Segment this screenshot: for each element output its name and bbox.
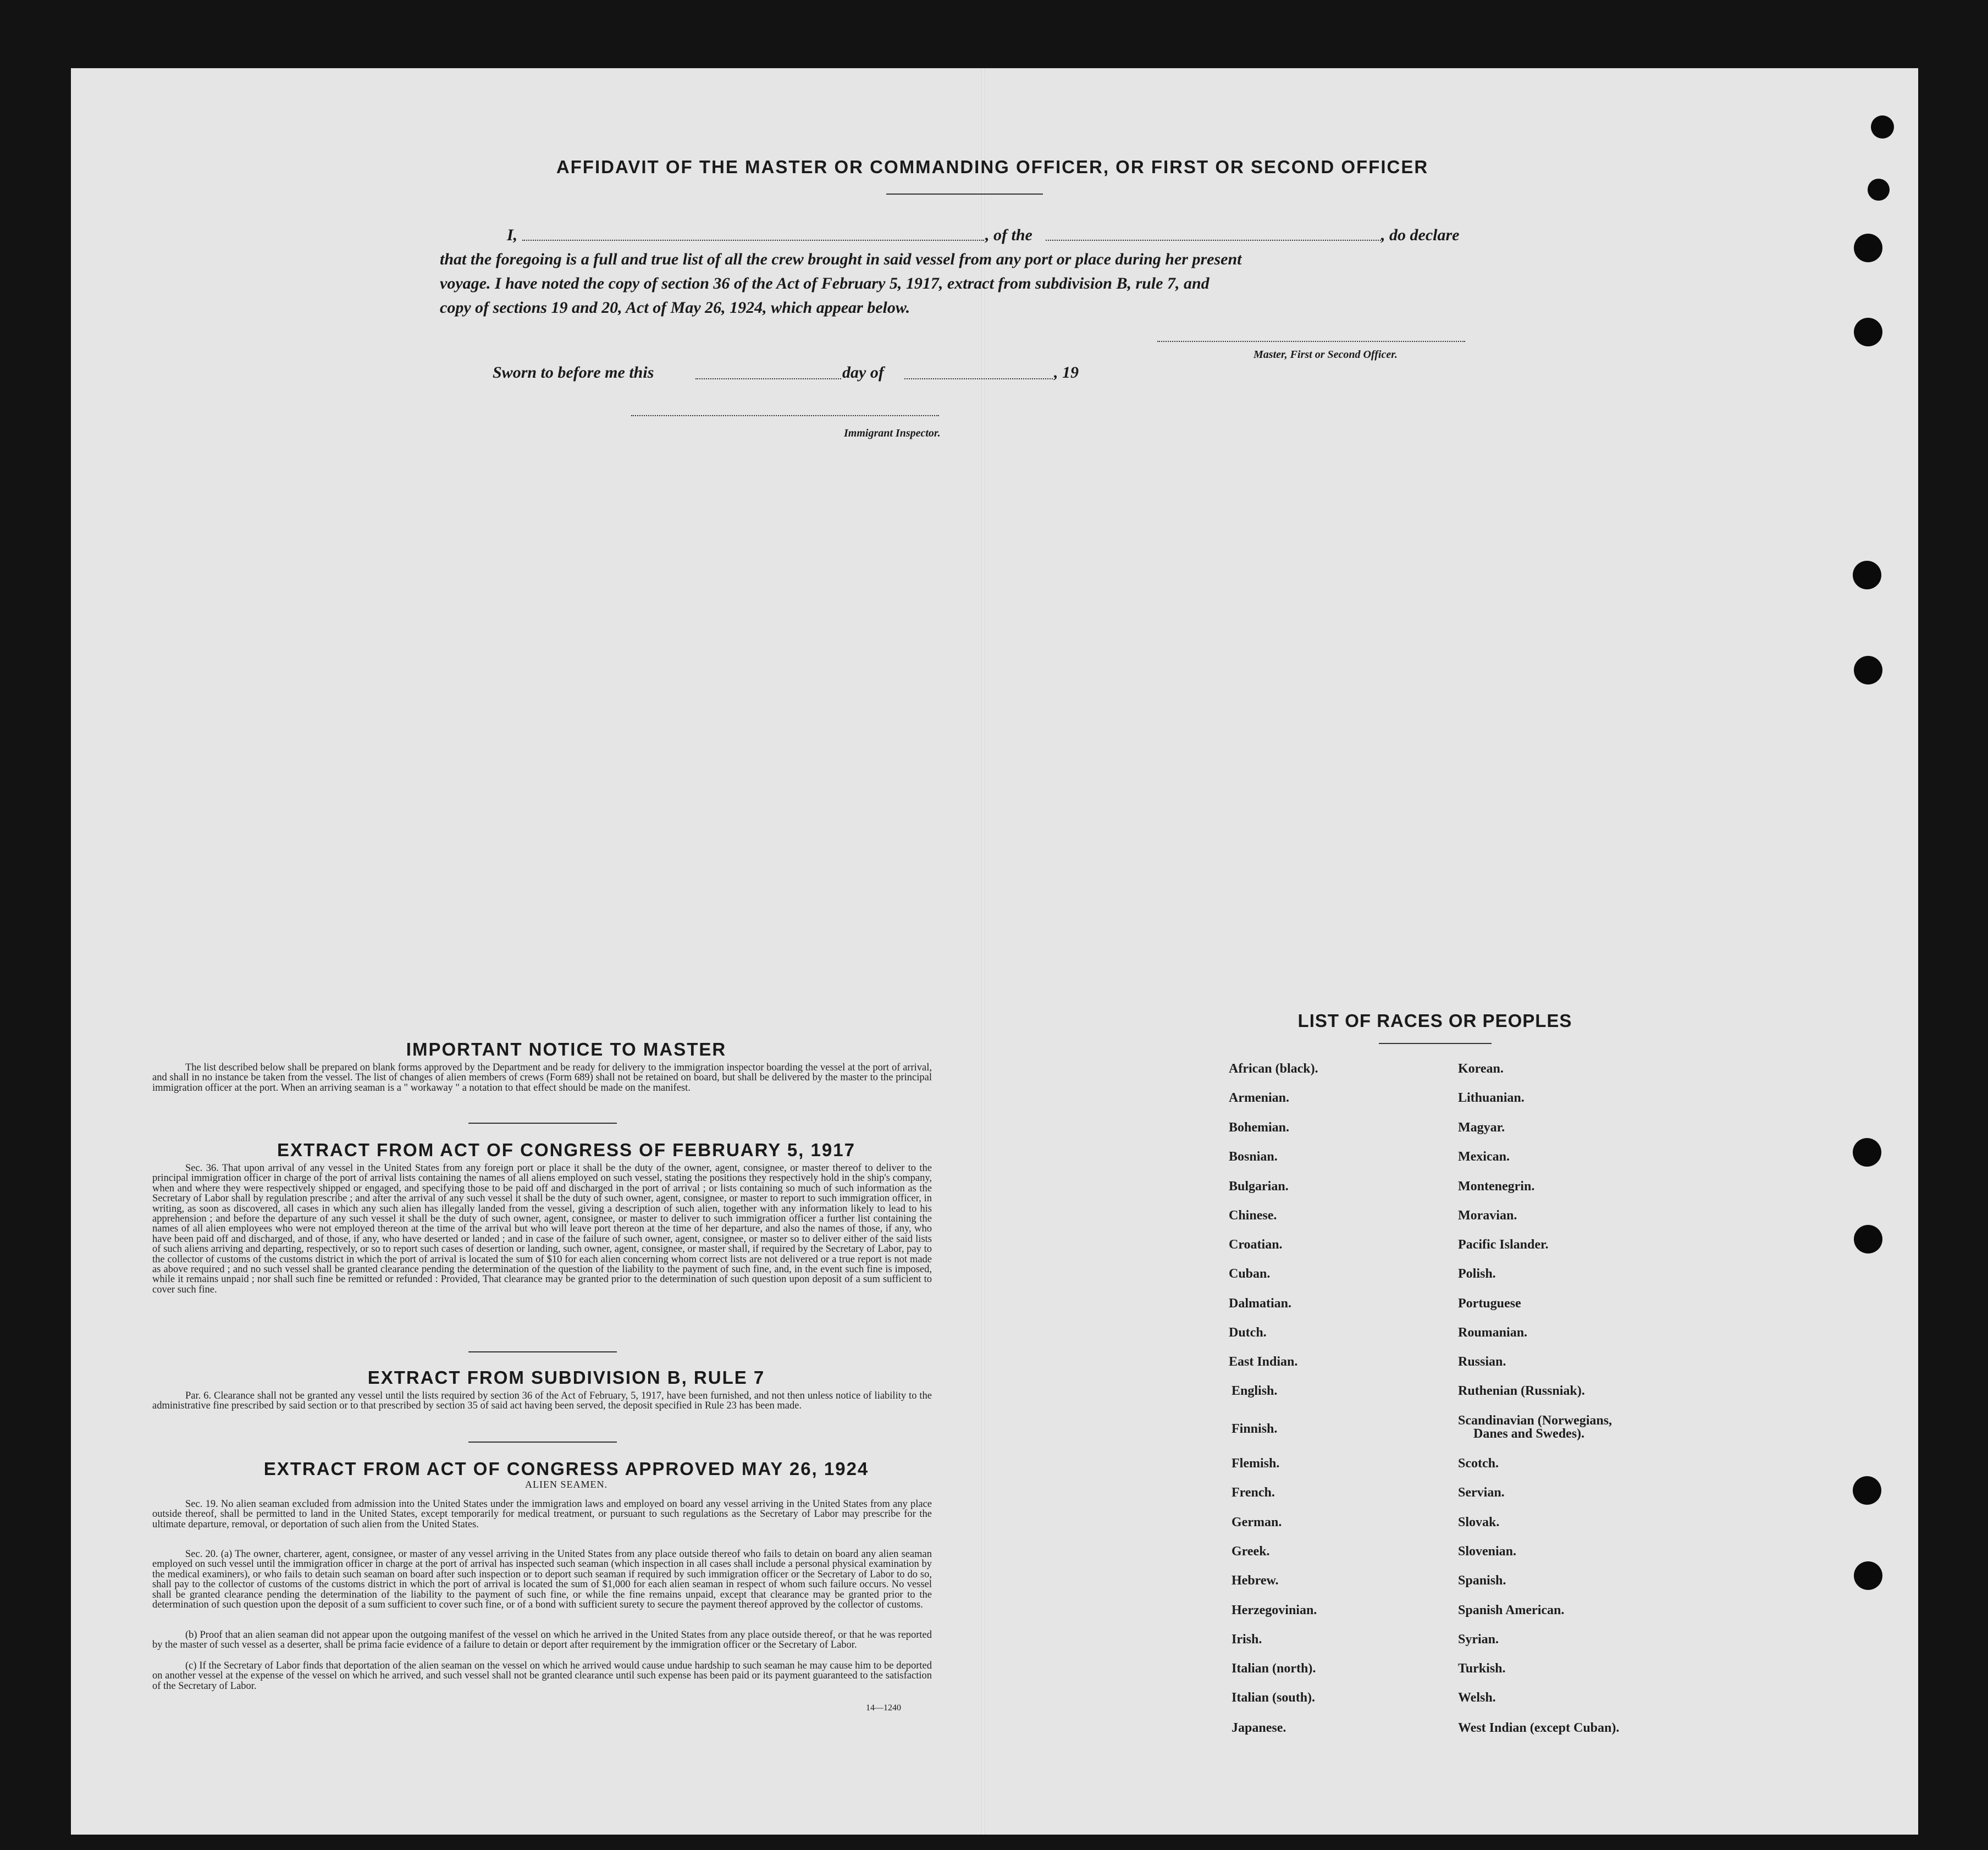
race-item: Scandinavian (Norwegians, [1458, 1413, 1613, 1428]
extract-1924-subtitle: ALIEN SEAMEN. [525, 1479, 608, 1490]
race-item: West Indian (except Cuban). [1458, 1721, 1620, 1735]
race-item: Bulgarian. [1229, 1179, 1289, 1194]
extract-1917-body: Sec. 36. That upon arrival of any vessel in the United States from any foreign port or place it shall be the duty of the owner, agent, consignee, or master thereof to deliver to the principal immigration officer in charge of the port of arrival lists containing the names of all aliens employed on such vessel, stating the positions they respectively hold in the ship's company, when and where they were respectively shipped or engaged, and specifying those to be paid off and discharged in the port of arrival ; or lists containing so much of such information as the Secretary of Labor shall by regulation prescribe ; and after the arrival of any such vessel it shall be the duty of such owner, agent, consignee, or master to report to such immigration officer, in writing, as soon as discovered, all cases in which any such alien has illegally landed from the vessel, giving a description of such alien, together with any information likely to lead to his apprehension ; and before the departure of any such vessel it shall be the duty of such owner, agent, consignee, or master to deliver to such immigration officer a further list containing the names of all alien employees who were not employed thereon at the time of the arrival but who will leave port thereon at the time of her departure, and also the names of those, if any, who have been paid off and discharged, and of those, if any, who have deserted or landed ; and in case of the failure of such owner, agent, consignee, or master so to deliver either of the said lists of such aliens arriving and departing, respectively, or so to report such cases of desertion or landing, such owner, agent, consignee, or master shall, if required by the Secretary of Labor, pay to the collector of customs of the customs district in which the port of arrival is located the sum of $10 for each alien concerning whom correct lists are not delivered or a true report is not made as above required ; and no such vessel shall be granted clearance pending the determination of the question of the liability to the payment of such fine, and, in the event such fine is imposed, while it remains unpaid ; nor shall such fine be remitted or refunded : Provided, That clearance may be granted prior to the determination of such question upon deposit of a sum sufficient to cover such fine. [152, 1163, 932, 1295]
race-item: Servian. [1458, 1485, 1505, 1500]
race-item: Irish. [1232, 1632, 1262, 1647]
race-item: Syrian. [1458, 1632, 1499, 1647]
punch-hole [1871, 115, 1894, 139]
name-blank [522, 240, 984, 241]
race-item: Flemish. [1232, 1456, 1280, 1471]
race-item: Welsh. [1458, 1691, 1496, 1705]
affidavit-declare: , do declare [1381, 226, 1460, 244]
race-item: Dutch. [1229, 1326, 1267, 1340]
race-item: Spanish. [1458, 1573, 1506, 1588]
race-item: Bohemian. [1229, 1120, 1290, 1135]
extract-1924-title: EXTRACT FROM ACT OF CONGRESS APPROVED MAY 26, 1924 [263, 1459, 869, 1479]
affidavit-of-the: , of the [985, 226, 1032, 244]
race-item: Greek. [1232, 1544, 1270, 1559]
extract-1917-title: EXTRACT FROM ACT OF CONGRESS OF FEBRUARY 5, 1917 [277, 1140, 855, 1160]
race-item: English. [1232, 1384, 1278, 1398]
race-item: Polish. [1458, 1267, 1496, 1281]
divider [468, 1123, 617, 1124]
race-item: Mexican. [1458, 1150, 1510, 1164]
race-item: Herzegovinian. [1232, 1603, 1317, 1617]
race-item: Finnish. [1232, 1422, 1278, 1436]
race-item: Danes and Swedes). [1473, 1427, 1585, 1441]
extract-1924-sec20a: Sec. 20. (a) The owner, charterer, agent, consignee, or master of any vessel arriving in the United States from any place outside thereof who fails to detain on board any alien seaman employed on such vessel until the immigration officer in charge at the port of arrival has inspected such seaman (which inspection in all cases shall include a personal physical examination by the medical examiners), or who fails to detain such seaman on board after such inspection or to deport such seaman if required by such immigration officer or the Secretary of Labor to do so, shall pay to the collector of customs of the customs district in which the port of arrival is located the sum of $1,000 for each alien seaman in respect of whom such failure occurs. No vessel shall be granted clearance pending the determination of the liability to the payment of such fine, or while the fine remains unpaid, except that clearance may be granted prior to the determination of such question upon the deposit of a sum sufficient to cover such fine, or of a bond with sufficient surety to secure the payment thereof approved by the collector of customs. [152, 1549, 932, 1611]
race-item: German. [1232, 1515, 1282, 1529]
race-item: Spanish American. [1458, 1603, 1565, 1617]
subdivision-title: EXTRACT FROM SUBDIVISION B, RULE 7 [367, 1367, 765, 1388]
race-item: Korean. [1458, 1062, 1504, 1076]
master-caption: Master, First or Second Officer. [1253, 349, 1398, 361]
extract-1924-sec20b: (b) Proof that an alien seaman did not appear upon the outgoing manifest of the vessel on which he arrived in the United States from any place outside thereof, or that he was reported by the master of such vessel as a deserter, shall be prima facie evidence of a failure to detain or deport after requirement by the immigration officer or the Secretary of Labor. [152, 1630, 932, 1651]
race-item: Japanese. [1232, 1721, 1286, 1735]
extract-1924-sec19: Sec. 19. No alien seaman excluded from admission into the United States under the immigration laws and employed on board any vessel arriving in the United States from any place outside thereof, shall be permitted to land in the United States, except temporarily for medical treatment, or pursuant to such regulations as the Secretary of Labor may prescribe for the ultimate departure, removal, or deportation of such alien from the United States. [152, 1499, 932, 1530]
race-item: African (black). [1229, 1062, 1318, 1076]
master-signature-line [1157, 341, 1465, 342]
divider [468, 1351, 617, 1352]
race-item: French. [1232, 1485, 1275, 1500]
race-item: Croatian. [1229, 1238, 1283, 1252]
day-of-label: day of [842, 363, 884, 382]
notice-body: The list described below shall be prepared on blank forms approved by the Department and be ready for delivery to the immigration inspector boarding the vessel at the port of arrival, and shall in no instance be taken from the vessel. The list of changes of alien members of crews (Form 689) shall not be retained on board, but shall be delivered by the master to the principal immigration officer at the port. When an arriving seaman is a " workaway " a notation to that effect should be made on the manifest. [152, 1062, 932, 1094]
punch-hole [1854, 1225, 1882, 1253]
race-item: Bosnian. [1229, 1150, 1278, 1164]
race-item: Pacific Islander. [1458, 1238, 1549, 1252]
race-item: Italian (south). [1232, 1691, 1316, 1705]
inspector-caption: Immigrant Inspector. [844, 427, 941, 439]
sworn-label: Sworn to before me this [493, 363, 654, 382]
race-item: Armenian. [1229, 1091, 1289, 1105]
race-item: Russian. [1458, 1355, 1506, 1369]
inspector-signature-line [631, 415, 939, 416]
punch-hole [1853, 561, 1881, 589]
race-item: Italian (north). [1232, 1661, 1316, 1676]
race-item: Magyar. [1458, 1120, 1505, 1135]
affidavit-line4: copy of sections 19 and 20, Act of May 26, 1924, which appear below. [440, 299, 910, 317]
race-item: Roumanian. [1458, 1326, 1528, 1340]
subdivision-body: Par. 6. Clearance shall not be granted any vessel until the lists required by section 36 of the Act of February, 5, 1917, have been furnished, and not then unless notice of liability to the administrative fine prescribed by said section or to that prescribed by section 35 of said act having been served, the deposit specified in Rule 23 has been made. [152, 1390, 932, 1412]
race-item: East Indian. [1229, 1355, 1298, 1369]
race-item: Scotch. [1458, 1456, 1499, 1471]
race-item: Ruthenian (Russniak). [1458, 1384, 1585, 1398]
divider [468, 1442, 617, 1443]
punch-hole [1853, 1476, 1881, 1505]
race-item: Lithuanian. [1458, 1091, 1525, 1105]
races-title: LIST OF RACES OR PEOPLES [1297, 1010, 1572, 1031]
race-item: Slovenian. [1458, 1544, 1517, 1559]
year-label: , 19 [1054, 363, 1079, 382]
punch-hole [1854, 656, 1882, 684]
race-item: Portuguese [1458, 1296, 1521, 1311]
page-fold [981, 68, 985, 1835]
sworn-month-blank [904, 378, 1053, 379]
race-item: Chinese. [1229, 1208, 1277, 1223]
punch-hole [1853, 1138, 1881, 1167]
punch-hole [1854, 1561, 1882, 1590]
affidavit-line1-i: I, [507, 226, 518, 244]
punch-hole [1854, 318, 1882, 346]
form-number: 14—1240 [866, 1703, 901, 1713]
race-item: Hebrew. [1232, 1573, 1279, 1588]
sworn-day-blank [695, 378, 841, 379]
punch-hole [1868, 179, 1890, 201]
affidavit-line2: that the foregoing is a full and true list of all the crew brought in said vessel from any port or place during her present [440, 250, 1242, 268]
race-item: Montenegrin. [1458, 1179, 1535, 1194]
divider [1379, 1043, 1492, 1044]
race-item: Cuban. [1229, 1267, 1271, 1281]
punch-hole [1854, 234, 1882, 262]
affidavit-line3: voyage. I have noted the copy of section 36 of the Act of February 5, 1917, extract from subdivision B, rule 7, and [440, 274, 1210, 292]
vessel-blank [1046, 240, 1381, 241]
extract-1924-sec20c: (c) If the Secretary of Labor finds that deportation of the alien seaman on the vessel on which he arrived would cause undue hardship to such seaman he may cause him to be deported on another vessel at the expense of the vessel on which he arrived, and such vessel shall not be granted clearance until such expense has been paid or its payment guaranteed to the satisfaction of the Secretary of Labor. [152, 1660, 932, 1692]
race-item: Slovak. [1458, 1515, 1500, 1529]
divider [886, 194, 1043, 195]
race-item: Moravian. [1458, 1208, 1517, 1223]
notice-title: IMPORTANT NOTICE TO MASTER [406, 1039, 727, 1059]
race-item: Dalmatian. [1229, 1296, 1291, 1311]
affidavit-title: AFFIDAVIT OF THE MASTER OR COMMANDING OFFICER, OR FIRST OR SECOND OFFICER [556, 157, 1429, 177]
race-item: Turkish. [1458, 1661, 1506, 1676]
